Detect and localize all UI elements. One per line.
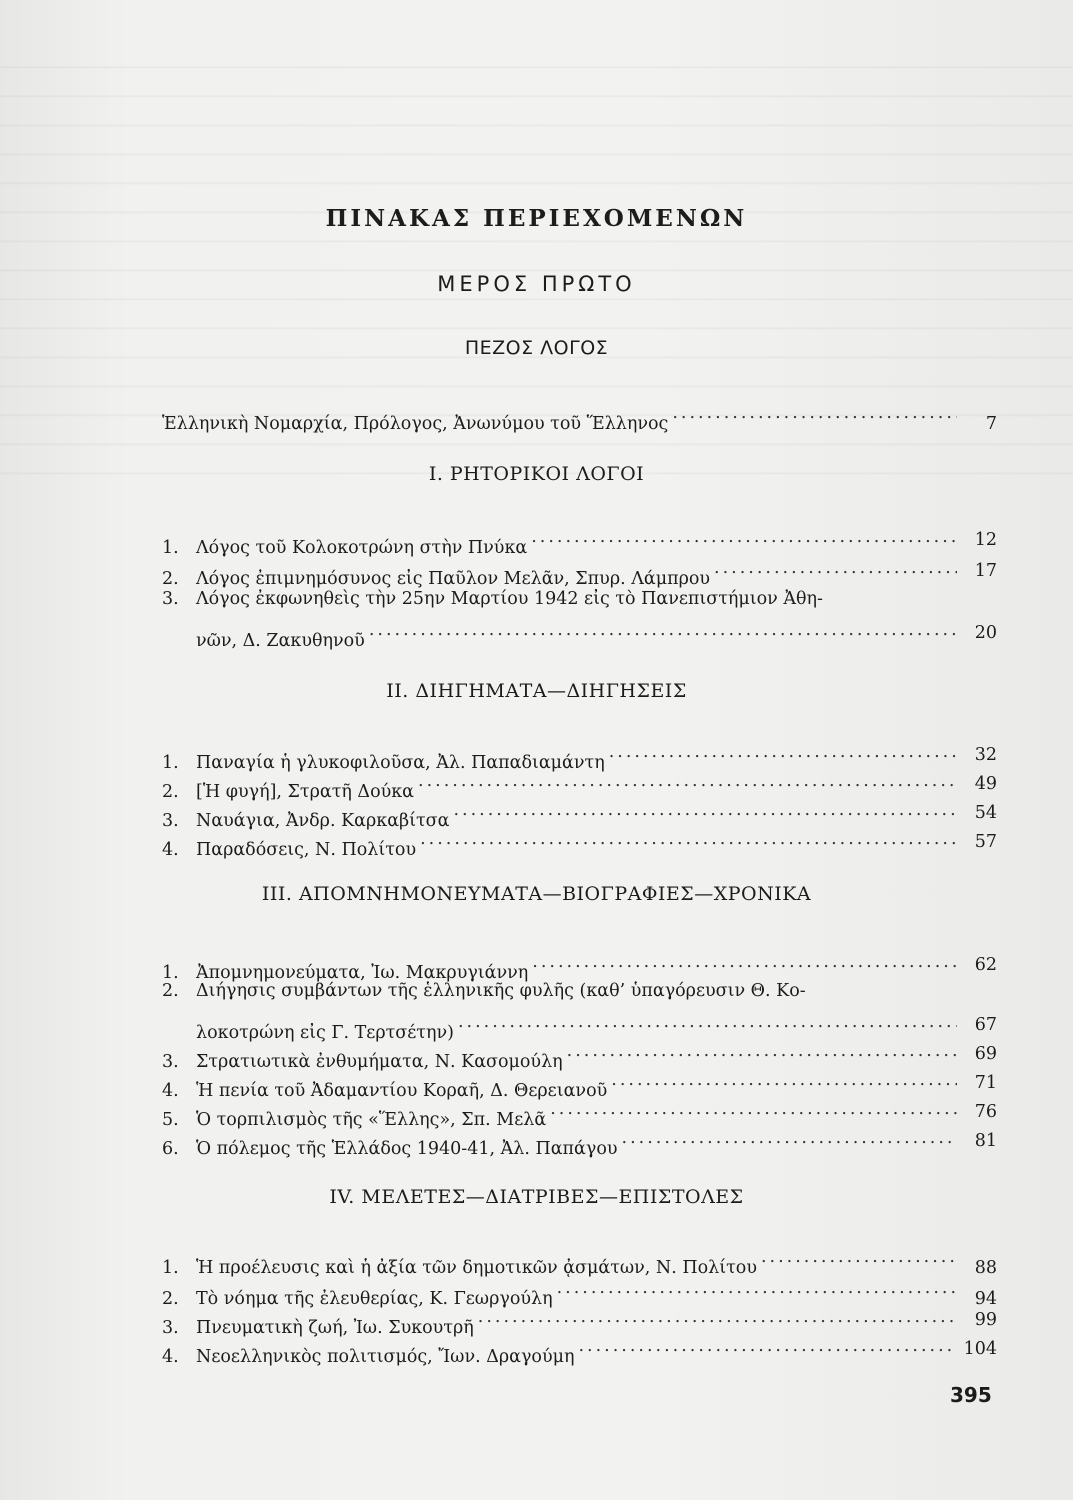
entry-number: 2. — [162, 1289, 179, 1309]
entry-page: 17 — [974, 561, 997, 581]
entry-number: 2. — [162, 782, 179, 802]
entry-page: 104 — [963, 1339, 997, 1359]
leader-dots — [567, 1036, 957, 1067]
entry-number: 1. — [162, 963, 179, 983]
entry-number: 2. — [162, 981, 179, 1001]
leader-dots — [622, 1123, 958, 1154]
toc-entry[interactable] — [162, 1242, 997, 1278]
entry-page: 76 — [974, 1102, 997, 1122]
entry-title: Στρατιωτικὰ ἐνθυμήματα, Ν. Κασομούλη — [196, 1052, 563, 1072]
leader-dots — [478, 1302, 957, 1333]
toc-entry[interactable] — [162, 947, 997, 983]
entry-number: 4. — [162, 1081, 179, 1101]
entry-title: Παραδόσεις, Ν. Πολίτου — [196, 840, 417, 860]
entry-number: 2. — [162, 569, 179, 589]
entry-title: Ἡ προέλευσις καὶ ἡ ἀξία τῶν δημοτικῶν ᾀσμάτων, Ν. Πολίτου — [196, 1258, 757, 1278]
leader-dots — [714, 553, 957, 584]
entry-page: 20 — [974, 623, 997, 643]
toc-entry[interactable] — [162, 1302, 997, 1338]
leader-dots — [458, 1007, 957, 1038]
entry-page: 99 — [974, 1310, 997, 1330]
leader-dots — [531, 522, 957, 553]
toc-entry[interactable] — [162, 795, 997, 831]
entry-number: 3. — [162, 589, 179, 609]
entry-page: 12 — [974, 530, 997, 550]
entry-number: 6. — [162, 1139, 179, 1159]
entry-page: 88 — [974, 1258, 997, 1278]
entry-number: 1. — [162, 1258, 179, 1278]
entry-title: [Ἡ φυγή], Στρατῆ Δούκα — [196, 782, 414, 802]
entry-title: Ἀπομνημονεύματα, Ἰω. Μακρυγιάννη — [196, 963, 529, 983]
toc-entry[interactable] — [162, 584, 997, 651]
entry-page: 81 — [974, 1131, 997, 1151]
entry-page: 94 — [974, 1289, 997, 1309]
entry-number: 3. — [162, 811, 179, 831]
entry-title: Πνευματικὴ ζωή, Ἰω. Συκουτρῆ — [196, 1318, 474, 1338]
entry-title: Ναυάγια, Ἀνδρ. Καρκαβίτσα — [196, 811, 450, 831]
toc-entry[interactable] — [162, 553, 997, 589]
toc-entry[interactable] — [162, 1036, 997, 1072]
section-heading: II. ΔΙΗΓΗΜΑΤΑ—ΔΙΗΓΗΣΕΙΣ — [386, 680, 687, 702]
entry-title-continued: λοκοτρώνη εἰς Γ. Τερτσέτην) — [196, 1023, 454, 1043]
entry-page: 71 — [974, 1073, 997, 1093]
entry-title: Ὁ πόλεμος τῆς Ἑλλάδος 1940-41, Ἀλ. Παπάγου — [196, 1139, 618, 1159]
entry-title: Ἡ πενία τοῦ Ἀδαμαντίου Κοραῆ, Δ. Θερειανοῦ — [196, 1081, 608, 1101]
toc-entry[interactable] — [162, 398, 997, 434]
entry-title: Λόγος ἐκφωνηθεὶς τὴν 25ην Μαρτίου 1942 εἰς τὸ Πανεπιστήμιον Ἀθη- — [196, 589, 823, 609]
entry-number: 4. — [162, 1347, 179, 1367]
entry-page: 7 — [985, 414, 997, 434]
leader-dots — [672, 398, 957, 429]
leader-dots — [453, 795, 957, 826]
section-heading-pezos: ΠΕΖΟΣ ΛΟΓΟΣ — [464, 337, 609, 359]
toc-entry[interactable] — [162, 1123, 997, 1159]
toc-entry[interactable] — [162, 1331, 997, 1367]
entry-page: 62 — [974, 955, 997, 975]
toc-entry[interactable] — [162, 1273, 997, 1309]
section-heading: IV. ΜΕΛΕΤΕΣ—ΔΙΑΤΡΙΒΕΣ—ΕΠΙΣΤΟΛΕΣ — [329, 1186, 744, 1208]
toc-entry[interactable] — [162, 1065, 997, 1101]
entry-page: 54 — [974, 803, 997, 823]
entry-number: 3. — [162, 1052, 179, 1072]
section-heading: I. ΡΗΤΟΡΙΚΟΙ ΛΟΓΟΙ — [428, 463, 645, 485]
entry-number: 5. — [162, 1110, 179, 1130]
toc-entry[interactable] — [162, 737, 997, 773]
entry-title: Τὸ νόημα τῆς ἐλευθερίας, Κ. Γεωργούλη — [196, 1289, 553, 1309]
leader-dots — [420, 824, 957, 855]
leader-dots — [532, 947, 957, 978]
entry-title: Λόγος τοῦ Κολοκοτρώνη στὴν Πνύκα — [196, 538, 528, 558]
entry-title: Ὁ τορπιλισμὸς τῆς «Ἕλλης», Σπ. Μελᾶ — [196, 1110, 547, 1130]
toc-entry[interactable] — [162, 976, 997, 1043]
leader-dots — [609, 737, 957, 768]
leader-dots — [611, 1065, 957, 1096]
entry-page: 69 — [974, 1044, 997, 1064]
part-heading: ΜΕΡΟΣ ΠΡΩΤΟ — [437, 272, 636, 296]
entry-title: Λόγος ἐπιμνημόσυνος εἰς Παῦλον Μελᾶν, Σπυρ. Λάμπρου — [196, 569, 711, 589]
entry-title: Παναγία ἡ γλυκοφιλοῦσα, Ἀλ. Παπαδιαμάντη — [196, 753, 605, 773]
entry-title: Ἑλληνικὴ Νομαρχία, Πρόλογος, Ἀνωνύμου τοῦ Ἕλληνος — [162, 414, 669, 434]
leader-dots — [418, 766, 957, 797]
entry-page: 49 — [974, 774, 997, 794]
toc-entry[interactable] — [162, 1094, 997, 1130]
entry-page: 67 — [974, 1015, 997, 1035]
leader-dots — [578, 1331, 957, 1362]
entry-page: 57 — [974, 832, 997, 852]
entry-title-continued: νῶν, Δ. Ζακυθηνοῦ — [196, 631, 365, 651]
toc-entry[interactable] — [162, 766, 997, 802]
page-number: 395 — [950, 1383, 992, 1407]
entry-page: 32 — [974, 745, 997, 765]
leader-dots — [550, 1094, 957, 1125]
entry-number: 1. — [162, 538, 179, 558]
page-title: ΠΙΝΑΚΑΣ ΠΕΡΙΕΧΟΜΕΝΩΝ — [325, 205, 748, 232]
toc-entry[interactable] — [162, 824, 997, 860]
toc-entry[interactable] — [162, 522, 997, 558]
leader-dots — [761, 1242, 957, 1273]
section-heading: III. ΑΠΟΜΝΗΜΟΝΕΥΜΑΤΑ—ΒΙΟΓΡΑΦΙΕΣ—ΧΡΟΝΙΚΑ — [261, 883, 812, 905]
leader-dots — [369, 615, 957, 646]
leader-dots — [557, 1273, 957, 1304]
entry-title: Διήγησις συμβάντων τῆς ἑλληνικῆς φυλῆς (καθ’ ὑπαγόρευσιν Θ. Κο- — [196, 981, 806, 1001]
entry-number: 3. — [162, 1318, 179, 1338]
entry-number: 4. — [162, 840, 179, 860]
entry-number: 1. — [162, 753, 179, 773]
entry-title: Νεοελληνικὸς πολιτισμός, Ἴων. Δραγούμη — [196, 1347, 575, 1367]
